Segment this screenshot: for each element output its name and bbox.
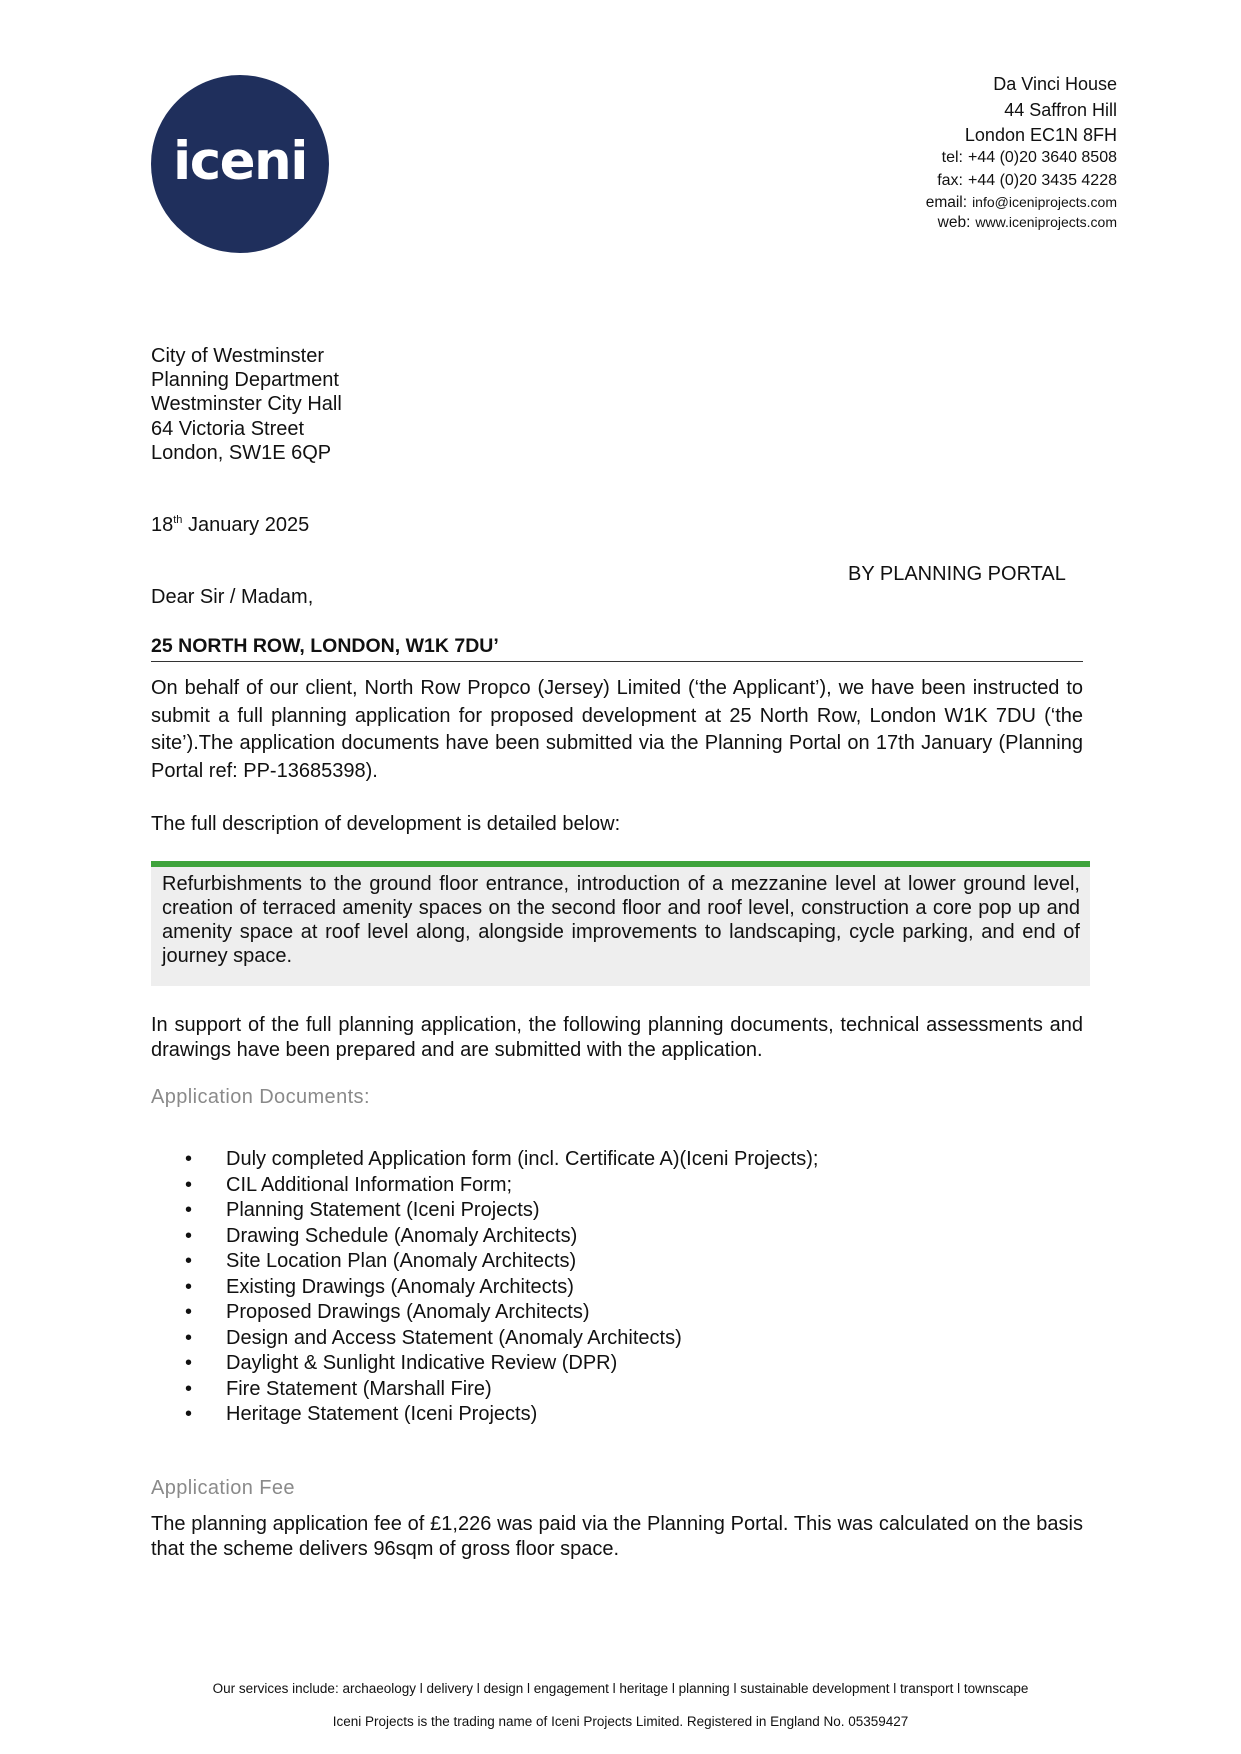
document-label: Fire Statement (Marshall Fire) bbox=[226, 1377, 492, 1400]
company-address-line: London EC1N 8FH bbox=[964, 125, 1117, 145]
list-item bbox=[185, 1147, 818, 1173]
document-label: Existing Drawings (Anomaly Architects) bbox=[226, 1275, 574, 1298]
list-item bbox=[185, 1402, 818, 1428]
bullet-icon: • bbox=[185, 1326, 193, 1349]
recipient-line: City of Westminster bbox=[151, 345, 324, 367]
list-item bbox=[185, 1326, 818, 1352]
contact-email-link[interactable]: info@iceniprojects.com bbox=[972, 193, 1117, 210]
list-item bbox=[185, 1377, 818, 1403]
recipient-line: Westminster City Hall bbox=[151, 393, 342, 416]
footer-registration: Iceni Projects is the trading name of Iceni Projects Limited. Registered in England No. 05359427 bbox=[332, 1714, 909, 1729]
recipient-line: 64 Victoria Street bbox=[151, 417, 305, 440]
document-label: Site Location Plan (Anomaly Architects) bbox=[226, 1250, 577, 1272]
document-label: CIL Additional Information Form; bbox=[226, 1173, 513, 1196]
document-label: Drawing Schedule (Anomaly Architects) bbox=[226, 1224, 578, 1247]
date-suffix: th bbox=[173, 514, 183, 526]
document-label: Daylight & Sunlight Indicative Review (DPR) bbox=[226, 1352, 618, 1374]
date-day: 18 bbox=[151, 514, 174, 536]
bullet-icon: • bbox=[185, 1403, 193, 1425]
contact-label: email: bbox=[925, 193, 968, 211]
subject-heading: 25 NORTH ROW, LONDON, W1K 7DU’ bbox=[151, 635, 1083, 662]
support-paragraph: In support of the full planning application, the following planning documents, technical assessments and drawings have been prepared and are submitted with the application. bbox=[151, 1014, 1083, 1061]
document-label: Planning Statement (Iceni Projects) bbox=[226, 1199, 540, 1221]
list-item bbox=[185, 1249, 818, 1275]
bullet-icon: • bbox=[185, 1275, 193, 1298]
bullet-icon: • bbox=[185, 1173, 193, 1196]
fee-heading: Application Fee bbox=[151, 1477, 295, 1499]
development-description: Refurbishments to the ground floor entrance, introduction of a mezzanine level at lower ground level, creation of terraced amenity spaces on the second floor and roof level, construction a core pop up and amenity space at roof level along, alongside improvements to landscaping, cycle parking, and end of journey space. bbox=[162, 873, 1080, 967]
bullet-icon: • bbox=[185, 1377, 193, 1400]
recipient-line: Planning Department bbox=[151, 369, 339, 392]
date-rest: January 2025 bbox=[182, 514, 310, 536]
bullet-icon: • bbox=[185, 1224, 193, 1247]
recipient-address bbox=[151, 344, 342, 465]
list-item bbox=[185, 1275, 818, 1301]
intro-paragraph: On behalf of our client, North Row Propco (Jersey) Limited (‘the Applicant’), we have been instructed to submit a full planning application for proposed development at 25 North Row, London W1K 7DU (‘the site’).The application documents have been submitted via the Planning Portal on 17th January (Planning Portal ref: PP-13685398). bbox=[151, 677, 1083, 782]
document-label: Heritage Statement (Iceni Projects) bbox=[226, 1403, 538, 1425]
bullet-icon: • bbox=[185, 1301, 193, 1323]
company-address-line: 44 Saffron Hill bbox=[1004, 99, 1117, 120]
logo-text: iceni bbox=[173, 130, 307, 192]
delivery-method: BY PLANNING PORTAL bbox=[848, 563, 1066, 585]
list-item bbox=[185, 1173, 818, 1199]
iceni-logo bbox=[151, 75, 329, 253]
list-item bbox=[185, 1300, 818, 1326]
bullet-icon: • bbox=[185, 1250, 193, 1272]
recipient-line: London, SW1E 6QP bbox=[151, 441, 332, 464]
list-item bbox=[185, 1351, 818, 1377]
fee-paragraph: The planning application fee of £1,226 was paid via the Planning Portal. This was calculated on the basis that the scheme delivers 96sqm of gross floor space. bbox=[151, 1513, 1083, 1560]
list-item bbox=[185, 1224, 818, 1250]
letter-date bbox=[151, 514, 309, 537]
bullet-icon: • bbox=[185, 1352, 193, 1374]
contact-value: +44 (0)20 3435 4228 bbox=[967, 171, 1117, 189]
contact-label: web: bbox=[937, 213, 971, 231]
bullet-icon: • bbox=[185, 1148, 193, 1170]
development-description-box bbox=[151, 861, 1090, 986]
contact-fax bbox=[926, 172, 1117, 194]
salutation: Dear Sir / Madam, bbox=[151, 586, 314, 608]
company-address-block bbox=[926, 72, 1117, 234]
contact-value: +44 (0)20 3640 8508 bbox=[967, 148, 1117, 166]
contact-email bbox=[926, 194, 1117, 214]
contact-label: fax: bbox=[937, 171, 963, 189]
contact-tel bbox=[926, 149, 1117, 172]
document-label: Design and Access Statement (Anomaly Architects) bbox=[226, 1326, 682, 1349]
bullet-icon: • bbox=[185, 1199, 193, 1221]
documents-heading: Application Documents: bbox=[151, 1086, 370, 1108]
footer-services: Our services include: archaeology l delivery l design l engagement l heritage l planning l sustainable development l transport l townscape bbox=[212, 1681, 1029, 1696]
document-label: Duly completed Application form (incl. Certificate A)(Iceni Projects); bbox=[226, 1148, 819, 1170]
contact-web bbox=[926, 214, 1117, 234]
contact-web-link[interactable]: www.iceniprojects.com bbox=[975, 213, 1117, 230]
document-label: Proposed Drawings (Anomaly Architects) bbox=[226, 1301, 590, 1323]
description-intro: The full description of development is detailed below: bbox=[151, 813, 621, 835]
company-address-line: Da Vinci House bbox=[993, 74, 1117, 94]
documents-list bbox=[185, 1147, 818, 1428]
contact-label: tel: bbox=[941, 148, 963, 166]
list-item bbox=[185, 1198, 818, 1224]
